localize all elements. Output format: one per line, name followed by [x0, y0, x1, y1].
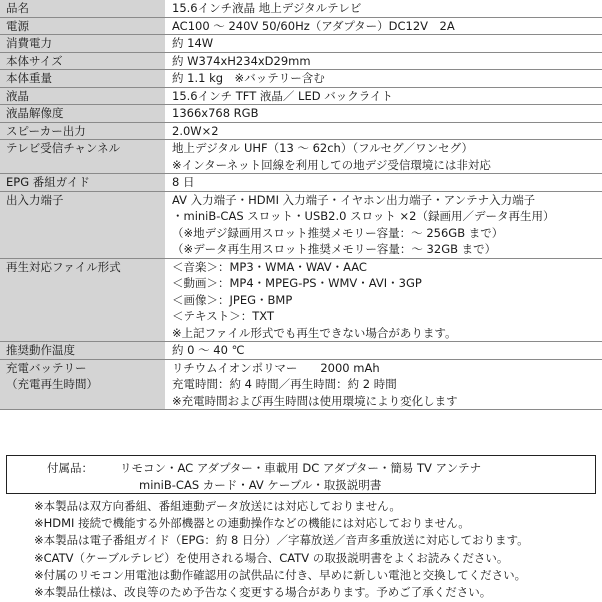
spec-value	[165, 376, 602, 409]
spec-label: 充電バッテリー	[0, 360, 165, 377]
note-item: ※HDMI 接続で機能する外部機器との連動操作などの機能には対応しておりません。	[34, 516, 470, 531]
spec-label: EPG 番組ガイド	[0, 174, 165, 191]
note-item: ※本製品は電子番組ガイド（EPG：約 8 日分）／字幕放送／音声多重放送に対応しております。	[34, 533, 529, 548]
spec-value-line: ＜テキスト＞：TXT	[172, 309, 274, 323]
spec-value-line: ＜動画＞：MP4・MPEG-PS・WMV・AVI・3GP	[172, 276, 422, 290]
spec-row	[0, 123, 602, 141]
spec-value-line: 約 0 ～ 40 ℃	[172, 343, 245, 357]
spec-label: 本体サイズ	[0, 53, 165, 70]
accessories-box	[6, 455, 596, 494]
spec-label: テレビ受信チャンネル	[0, 140, 165, 173]
spec-label: 品名	[0, 0, 165, 17]
accessories-line-1: リモコン・AC アダプター・車載用 DC アダプター・簡易 TV アンテナ	[120, 461, 482, 475]
spec-value-line: ※インターネット回線を利用しての地デジ受信環境には非対応	[172, 157, 491, 172]
spec-label: 出入力端子	[0, 192, 165, 258]
spec-value-line: 2.0W×2	[172, 123, 219, 138]
spec-value	[165, 18, 602, 35]
spec-row	[0, 174, 602, 192]
spec-value-line: 充電時間：約 4 時間／再生時間：約 2 時間	[172, 377, 397, 391]
spec-label: 液晶解像度	[0, 105, 165, 122]
note-item: ※本製品は双方向番組、番組連動データ放送には対応しておりません。	[34, 499, 401, 513]
spec-value-line: ・miniB-CAS スロット・USB2.0 スロット ×2（録画用／データ再生用）	[172, 209, 555, 223]
spec-value-line: AC100 ～ 240V 50/60Hz（アダプター）DC12V 2A	[172, 18, 455, 33]
spec-value	[165, 342, 602, 359]
spec-label: 電源	[0, 18, 165, 35]
spec-label: 液晶	[0, 88, 165, 105]
spec-row	[0, 342, 602, 360]
spec-value-line: ＜音楽＞：MP3・WMA・WAV・AAC	[172, 259, 367, 274]
spec-value-line: 約 1.1 kg ※バッテリー含む	[172, 71, 325, 85]
spec-row	[0, 105, 602, 123]
spec-value-line: 約 14W	[172, 36, 214, 50]
spec-row	[0, 0, 602, 18]
spec-value	[165, 140, 602, 173]
spec-label: 再生対応ファイル形式	[0, 259, 165, 342]
spec-value-line: 地上デジタル UHF（13 ～ 62ch）（フルセグ／ワンセグ）	[172, 141, 473, 155]
spec-value-line: ※充電時間および再生時間は使用環境により変化します	[172, 393, 458, 408]
spec-row	[0, 360, 602, 377]
notes-list	[34, 498, 529, 601]
spec-label: （充電再生時間）	[0, 376, 165, 409]
spec-value	[165, 259, 602, 342]
accessories-label: 付属品：	[47, 461, 93, 475]
spec-value-line: 15.6インチ TFT 液晶／ LED バックライト	[172, 88, 393, 103]
accessories-line-2: miniB-CAS カード・AV ケーブル・取扱説明書	[139, 478, 382, 492]
spec-row	[0, 18, 602, 36]
spec-row	[0, 88, 602, 106]
spec-value-line: 1366x768 RGB	[172, 106, 259, 120]
spec-row	[0, 35, 602, 53]
spec-value-line: 15.6インチ液晶 地上デジタルテレビ	[172, 1, 362, 15]
spec-row	[0, 259, 602, 343]
spec-value-line: ＜画像＞：JPEG・BMP	[172, 292, 293, 307]
spec-row	[0, 140, 602, 174]
spec-value	[165, 70, 602, 87]
spec-value	[165, 35, 602, 52]
spec-label: 消費電力	[0, 35, 165, 52]
spec-value-line: AV 入力端子・HDMI 入力端子・イヤホン出力端子・アンテナ入力端子	[172, 192, 536, 207]
spec-value	[165, 105, 602, 122]
spec-row	[0, 376, 602, 410]
spec-value-line: 8 日	[172, 175, 195, 189]
spec-value	[165, 123, 602, 140]
spec-value-line: 約 W374xH234xD29mm	[172, 53, 311, 68]
spec-value	[165, 174, 602, 191]
spec-value	[165, 53, 602, 70]
spec-label: 本体重量	[0, 70, 165, 87]
spec-value	[165, 360, 602, 377]
spec-row	[0, 192, 602, 259]
spec-value-line: ※上記ファイル形式でも再生できない場合があります。	[172, 325, 457, 340]
spec-row	[0, 70, 602, 88]
spec-value	[165, 88, 602, 105]
spec-value-line: （※地デジ録画用スロット推奨メモリー容量：～ 256GB まで）	[172, 225, 504, 240]
note-item: ※本製品仕様は、改良等のため予告なく変更する場合があります。予めご了承ください。	[34, 585, 492, 600]
spec-row	[0, 53, 602, 71]
spec-value-line: リチウムイオンポリマー 2000 mAh	[172, 360, 380, 375]
spec-label: スピーカー出力	[0, 123, 165, 140]
spec-value	[165, 0, 602, 17]
spec-value	[165, 192, 602, 258]
note-item: ※CATV（ケーブルテレビ）を使用される場合、CATV の取扱説明書をよくお読みください。	[34, 550, 509, 565]
spec-value-line: （※データ再生用スロット推奨メモリー容量：～ 32GB まで）	[172, 242, 497, 256]
spec-label: 推奨動作温度	[0, 342, 165, 359]
note-item: ※付属のリモコン用電池は動作確認用の試供品に付き、早めに新しい電池と交換してください。	[34, 567, 527, 582]
